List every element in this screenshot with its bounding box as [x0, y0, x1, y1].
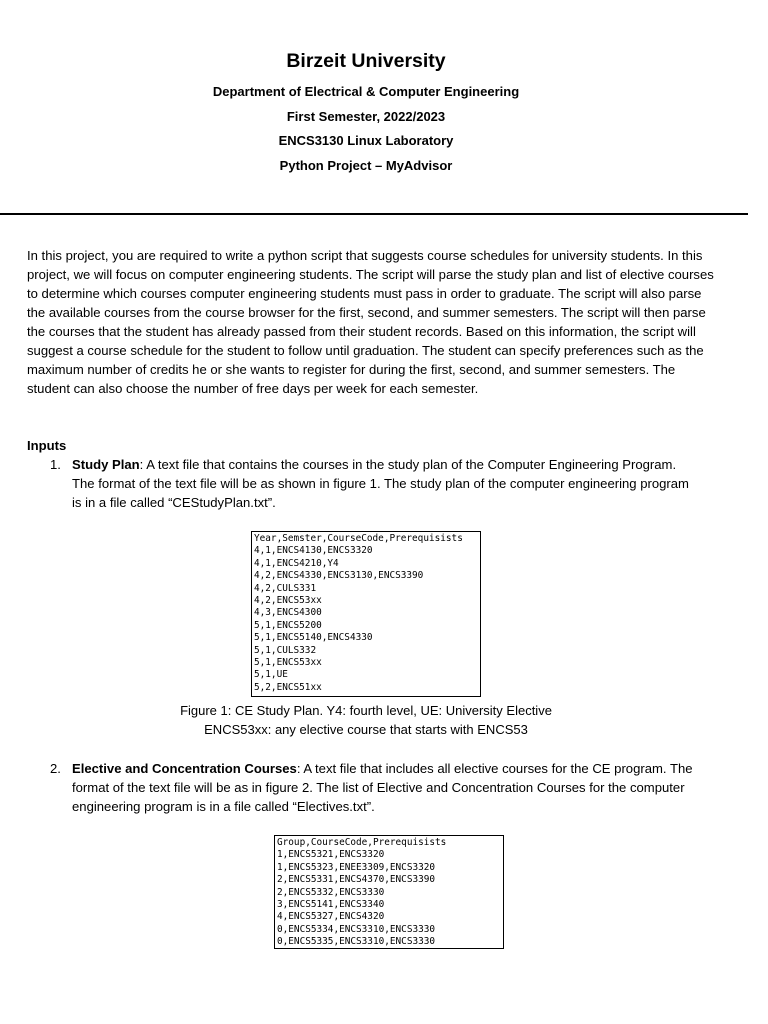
figure1-caption-line1: Figure 1: CE Study Plan. Y4: fourth level, UE: University Elective: [180, 703, 552, 718]
code-line: 4,1,ENCS4130,ENCS3320: [254, 545, 373, 557]
code-line: 4,2,ENCS53xx: [254, 595, 322, 607]
code-line: 5,1,ENCS5200: [254, 619, 322, 631]
department-line: Department of Electrical & Computer Engineering: [212, 84, 520, 99]
course-line: ENCS3130 Linux Laboratory: [278, 133, 454, 148]
code-line: 2,ENCS5332,ENCS3330: [277, 886, 385, 898]
code-line: 5,1,ENCS53xx: [254, 657, 322, 669]
project-line: Python Project – MyAdvisor: [279, 157, 453, 173]
code-line: 4,2,CULS331: [254, 582, 317, 594]
intro-paragraph: In this project, you are required to write a python script that suggests course schedules for university students. In this project, we will focus on computer engineering students. The script will parse the study plan and list of elective courses to determine which courses computer engineering students must pass in order to graduate. The script will also parse the available courses from the course browser for the first, second, and summer semesters. The script will then parse the courses that the student has already passed from their student records. Based on this information, the script will suggest a course schedule for the student to follow until graduation. The student can specify preferences such as the maximum number of credits he or she wants to register for during the first, second, and summer semesters. The student can also choose the number of free days per week for each semester.: [27, 248, 714, 396]
code-line: Group,CourseCode,Prerequisists: [277, 837, 447, 848]
code-line: 5,1,CULS332: [254, 644, 317, 656]
item-label: Elective and Concentration Courses: [72, 761, 297, 776]
inputs-heading: Inputs: [27, 438, 67, 453]
list-number: 1.: [50, 457, 61, 472]
code-line: 0,ENCS5335,ENCS3310,ENCS3330: [277, 936, 436, 948]
figure2-code-box: [274, 835, 504, 949]
code-line: 5,1,UE: [254, 669, 288, 681]
code-line: 5,2,ENCS51xx: [254, 681, 322, 693]
code-line: 0,ENCS5334,ENCS3310,ENCS3330: [277, 923, 436, 935]
code-line: 1,ENCS5323,ENEE3309,ENCS3320: [277, 861, 436, 873]
item-text: : A text file that contains the courses in the study plan of the Computer Engineering Program. The format of the text file will be as shown in figure 1. The study plan of the computer engineering program is in a file called “CEStudyPlan.txt”.: [72, 457, 689, 510]
list-number: 2.: [50, 761, 61, 776]
semester-line: First Semester, 2022/2023: [286, 108, 446, 124]
code-line: 4,3,ENCS4300: [254, 607, 322, 619]
university-title: Birzeit University: [286, 50, 446, 72]
code-line: 3,ENCS5141,ENCS3340: [277, 899, 385, 911]
code-line: 4,ENCS5327,ENCS4320: [277, 911, 385, 923]
code-line: Year,Semster,CourseCode,Prerequisists: [254, 533, 463, 544]
figure1-caption-line2: ENCS53xx: any elective course that starts with ENCS53: [204, 722, 528, 737]
code-line: 4,1,ENCS4210,Y4: [254, 557, 339, 569]
code-line: 5,1,ENCS5140,ENCS4330: [254, 632, 373, 644]
figure1-code-box: [251, 531, 481, 697]
code-line: 1,ENCS5321,ENCS3320: [277, 849, 385, 861]
document-header: [0, 48, 732, 178]
item-text: : A text file that includes all elective courses for the CE program. The format of the text file will be as in figure 2. The list of Elective and Concentration Courses for the computer engineering program is in a file called “Electives.txt”.: [72, 761, 693, 814]
item-label: Study Plan: [72, 457, 140, 472]
header-divider: [0, 213, 748, 215]
code-line: 2,ENCS5331,ENCS4370,ENCS3390: [277, 874, 436, 886]
code-line: 4,2,ENCS4330,ENCS3130,ENCS3390: [254, 570, 424, 582]
